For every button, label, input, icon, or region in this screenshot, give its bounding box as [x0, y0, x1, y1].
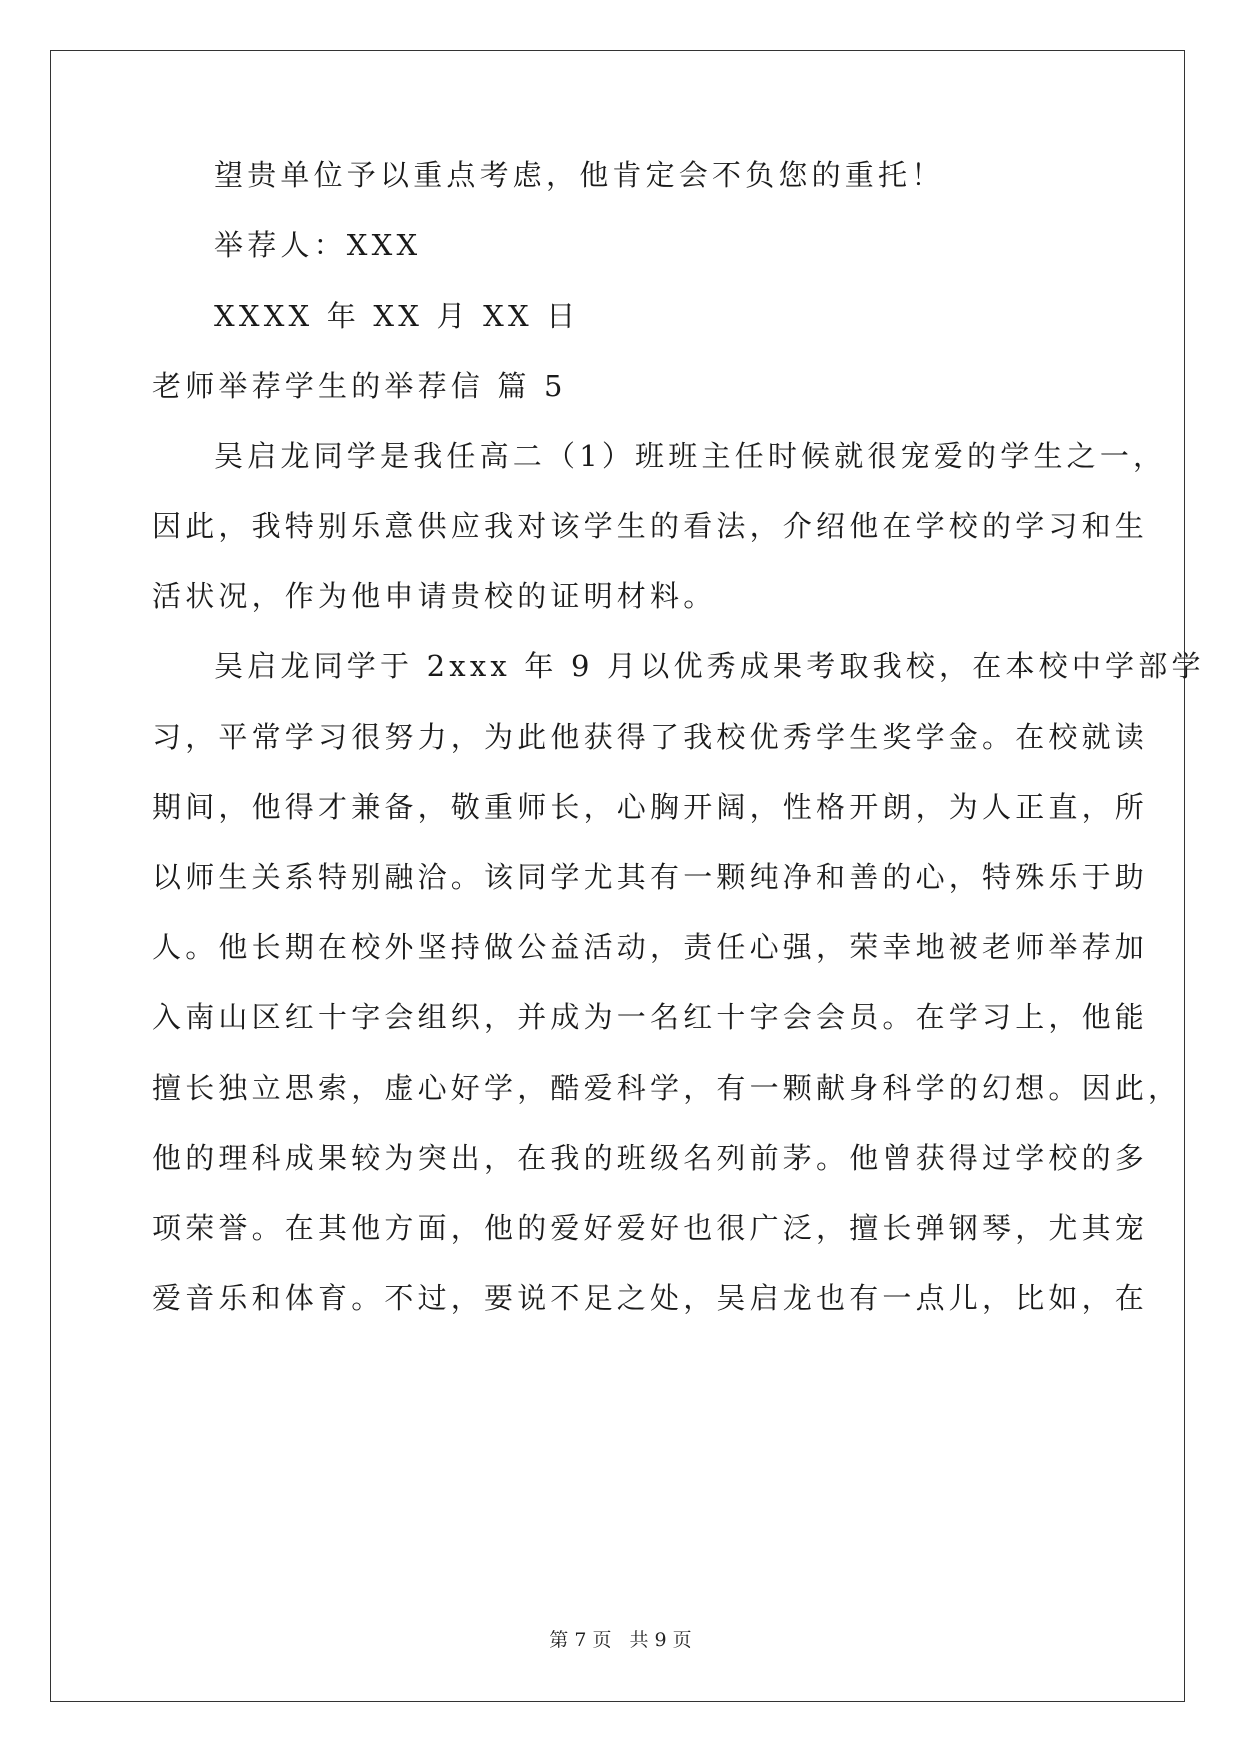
- paragraph-line: 期间，他得才兼备，敬重师长，心胸开阔，性格开朗，为人正直，所: [152, 790, 1149, 824]
- paragraph-line: 擅长独立思索，虚心好学，酷爱科学，有一颗献身科学的幻想。因此，: [152, 1071, 1182, 1105]
- page-number: 第 7 页: [549, 1629, 612, 1651]
- paragraph-line: 活状况，作为他申请贵校的证明材料。: [152, 579, 717, 613]
- paragraph-line: 习，平常学习很努力，为此他获得了我校优秀学生奖学金。在校就读: [152, 720, 1149, 754]
- paragraph-line: 他的理科成果较为突出，在我的班级名列前茅。他曾获得过学校的多: [152, 1141, 1149, 1175]
- paragraph-line: 吴启龙同学是我任高二（1）班班主任时候就很宠爱的学生之一，: [214, 439, 1167, 473]
- closing-line: 望贵单位予以重点考虑，他肯定会不负您的重托！: [214, 158, 945, 192]
- section-title: 老师举荐学生的举荐信 篇 5: [152, 369, 567, 403]
- recommender-line: 举荐人：XXX: [214, 228, 422, 262]
- page-total: 共 9 页: [629, 1629, 692, 1651]
- paragraph-line: 因此，我特别乐意供应我对该学生的看法，介绍他在学校的学习和生: [152, 509, 1149, 543]
- date-line: XXXX 年 XX 月 XX 日: [214, 299, 580, 333]
- paragraph-line: 入南山区红十字会组织，并成为一名红十字会会员。在学习上，他能: [152, 1000, 1149, 1034]
- paragraph-line: 吴启龙同学于 2xxx 年 9 月以优秀成果考取我校，在本校中学部学: [214, 649, 1205, 683]
- page-footer: [0, 1627, 1241, 1653]
- paragraph-line: 项荣誉。在其他方面，他的爱好爱好也很广泛，擅长弹钢琴，尤其宠: [152, 1211, 1149, 1245]
- paragraph-line: 爱音乐和体育。不过，要说不足之处，吴启龙也有一点儿，比如，在: [152, 1281, 1149, 1315]
- paragraph-line: 以师生关系特别融洽。该同学尤其有一颗纯净和善的心，特殊乐于助: [152, 860, 1149, 894]
- paragraph-line: 人。他长期在校外坚持做公益活动，责任心强，荣幸地被老师举荐加: [152, 930, 1149, 964]
